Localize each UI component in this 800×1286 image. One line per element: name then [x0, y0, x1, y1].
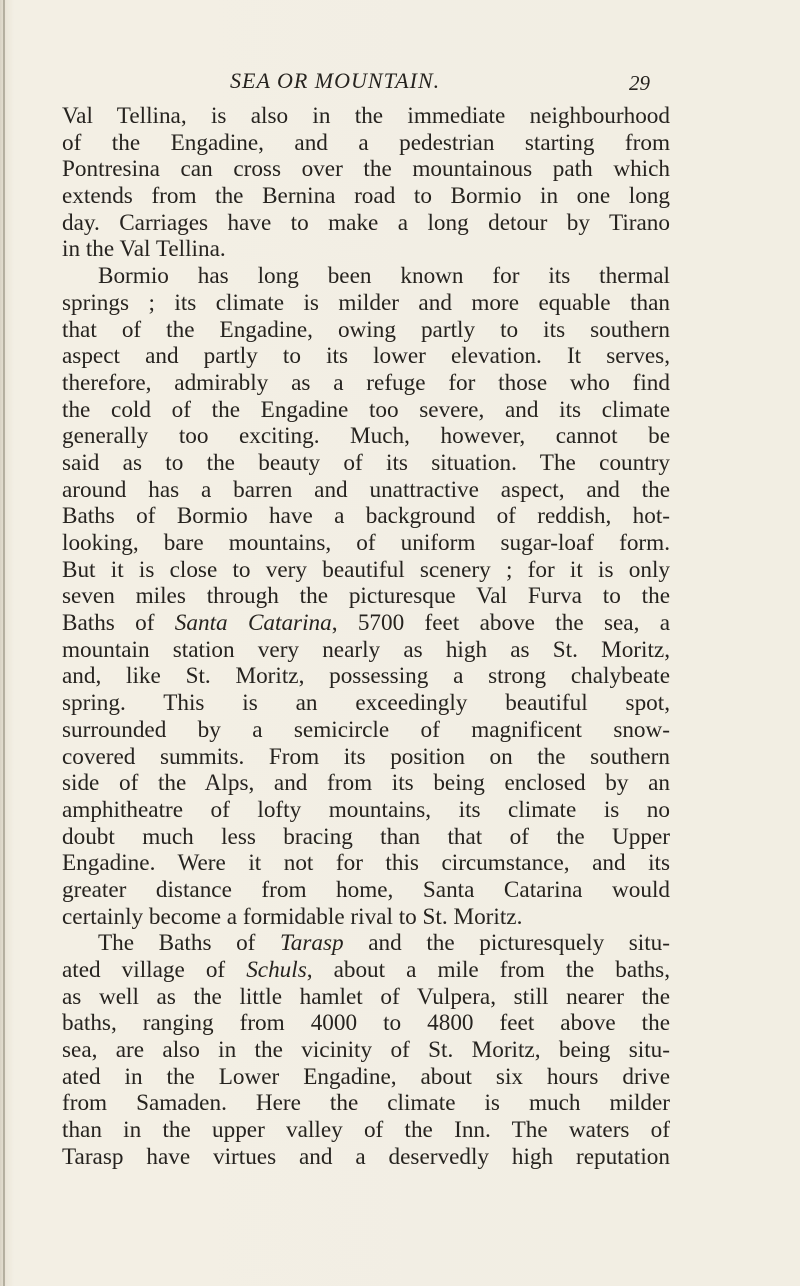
text-line: covered summits. From its position on the southern	[62, 743, 670, 770]
text-line: seven miles through the picturesque Val Furva to the	[62, 583, 670, 610]
text-line: doubt much less bracing than that of the Upper	[62, 823, 670, 850]
text-line: Tarasp have virtues and a deservedly high reputation	[62, 1143, 670, 1170]
text-line	[62, 610, 670, 637]
text-line	[62, 957, 670, 984]
text-line	[62, 930, 670, 957]
text-line: sea, are also in the vicinity of St. Moritz, being situ-	[62, 1037, 670, 1064]
text-line: generally too exciting. Much, however, cannot be	[62, 423, 670, 450]
text-line: spring. This is an exceedingly beautiful spot,	[62, 690, 670, 717]
text-line: the cold of the Engadine too severe, and its climate	[62, 396, 670, 423]
text-line: in the Val Tellina.	[62, 236, 226, 263]
italic-place-name: Schuls	[246, 957, 307, 983]
text-run: ated village of	[62, 957, 247, 983]
italic-place-name: Tarasp	[280, 930, 344, 957]
text-line: Pontresina can cross over the mountainous path which	[62, 156, 670, 183]
text-line: baths, ranging from 4000 to 4800 feet above the	[62, 1010, 670, 1037]
text-line: from Samaden. Here the climate is much milder	[62, 1090, 670, 1117]
text-line: amphitheatre of lofty mountains, its climate is no	[62, 796, 670, 823]
text-line: looking, bare mountains, of uniform sugar-loaf form.	[62, 530, 670, 556]
text-line: said as to the beauty of its situation. The country	[62, 449, 670, 476]
text-run: and the picturesquely situ-	[343, 930, 670, 957]
body-text	[62, 103, 670, 1171]
text-line: and, like St. Moritz, possessing a strong chalybeate	[62, 663, 670, 690]
italic-place-name: Santa Catarina	[174, 610, 332, 637]
text-line: as well as the little hamlet of Vulpera, still nearer the	[62, 983, 670, 1010]
text-run: , about a mile from the baths,	[306, 957, 670, 983]
text-line: greater distance from home, Santa Catarina would	[62, 876, 670, 903]
text-line: ated in the Lower Engadine, about six hours drive	[62, 1063, 670, 1090]
text-line: springs ; its climate is milder and more equable than	[62, 289, 670, 316]
text-line: around has a barren and unattractive aspect, and the	[62, 476, 670, 503]
running-head	[0, 66, 800, 96]
text-line: side of the Alps, and from its being enclosed by an	[62, 770, 670, 797]
text-line: extends from the Bernina road to Bormio in one long	[62, 183, 670, 210]
text-run: The Baths of	[98, 930, 281, 957]
text-line: that of the Engadine, owing partly to its southern	[62, 316, 670, 343]
text-line: day. Carriages have to make a long detour by Tirano	[62, 209, 670, 236]
text-line: But it is close to very beautiful scenery ; for it is only	[62, 556, 670, 583]
text-line: Engadine. Were it not for this circumstance, and its	[62, 850, 670, 877]
text-run: Baths of	[62, 610, 175, 637]
running-head-title: SEA OR MOUNTAIN.	[230, 68, 441, 93]
page-number: 29	[629, 71, 650, 95]
text-line: of the Engadine, and a pedestrian starting from	[62, 129, 670, 156]
text-line: Baths of Bormio have a background of reddish, hot-	[62, 503, 670, 530]
text-line: than in the upper valley of the Inn. The waters of	[62, 1117, 670, 1144]
page-gutter-edge	[3, 0, 5, 1286]
text-line: Val Tellina, is also in the immediate neighbourhood	[62, 103, 670, 129]
text-line: therefore, admirably as a refuge for those who find	[62, 369, 670, 396]
text-line: aspect and partly to its lower elevation. It serves,	[62, 343, 670, 370]
text-run: , 5700 feet above the sea, a	[331, 610, 670, 637]
text-line: certainly become a formidable rival to St. Moritz.	[62, 903, 523, 930]
text-line: Bormio has long been known for its thermal	[98, 263, 670, 290]
text-line: mountain station very nearly as high as St. Moritz,	[62, 636, 670, 663]
text-line: surrounded by a semicircle of magnificent snow-	[62, 716, 670, 743]
